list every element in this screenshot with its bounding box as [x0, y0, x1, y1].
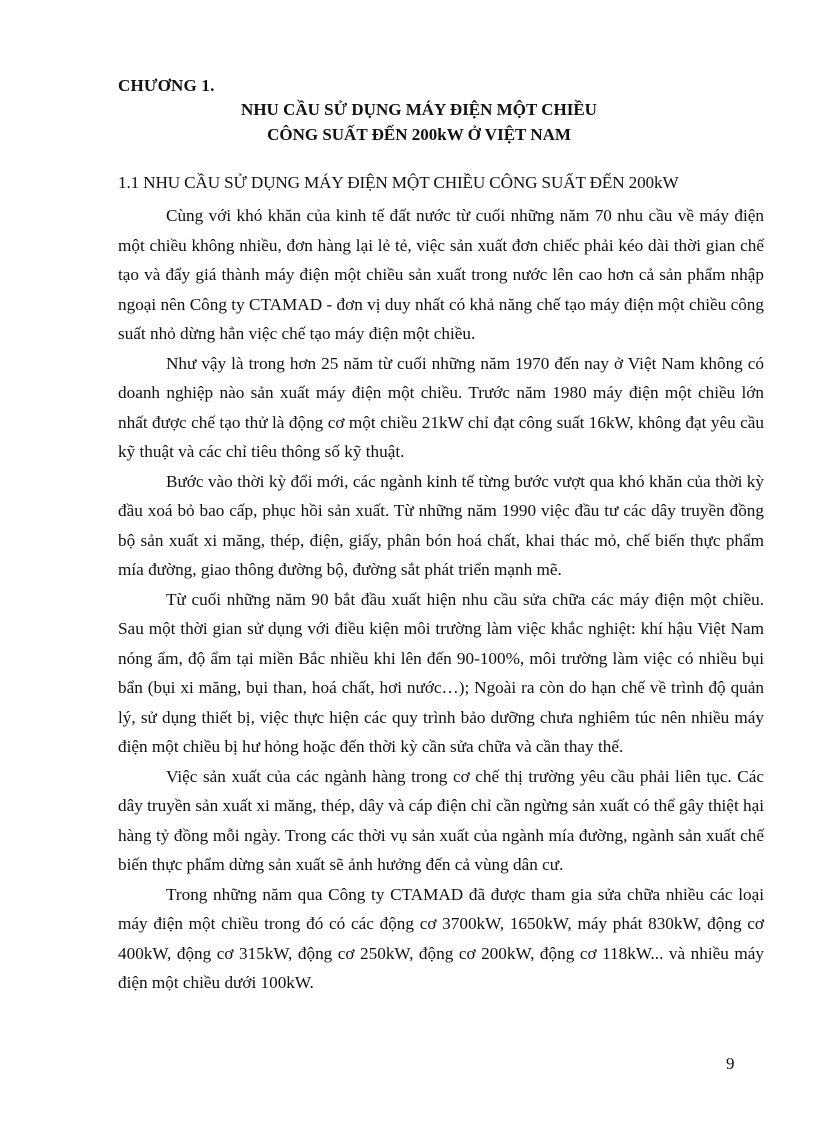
chapter-label: CHƯƠNG 1.	[118, 76, 215, 95]
paragraph: Việc sản xuất của các ngành hàng trong cơ chế thị trường yêu cầu phải liên tục. Các dây truyền sản xuất xi măng, thép, dây và cáp điện chỉ cần ngừng sản xuất có thể gây thiệt hại hàng tỷ đồng mỗi ngày. Trong các thời vụ sản xuất của ngành mía đường, ngành sản xuất chế biến thực phẩm dừng sản xuất sẽ ảnh hưởng đến cả vùng dân cư.	[118, 766, 765, 874]
chapter-title-line-1: NHU CẦU SỬ DỤNG MÁY ĐIỆN MỘT CHIỀU	[241, 100, 597, 119]
paragraph: Bước vào thời kỳ đổi mới, các ngành kinh tế từng bước vượt qua khó khăn của thời kỳ đầu xoá bỏ bao cấp, phục hồi sản xuất. Từ những năm 1990 việc đầu tư các dây truyền đồng bộ sản xuất xi măng, thép, điện, giấy, phân bón hoá chất, khai thác mỏ, chế biến thực phẩm mía đường, giao thông đường bộ, đường sắt phát triển mạnh mẽ.	[118, 471, 764, 579]
paragraph: Từ cuối những năm 90 bắt đầu xuất hiện nhu cầu sửa chữa các máy điện một chiều. Sau một thời gian sử dụng với điều kiện môi trường làm việc khắc nghiệt: khí hậu Việt Nam nóng ẩm, độ ẩm tại miền Bắc nhiều khi lên đến 90-100%, môi trường làm việc có nhiều bụi bẩn (bụi xi măng, bụi than, hoá chất, hơi nước…); Ngoài ra còn do hạn chế về trình độ quản lý, sử dụng thiết bị, việc thực hiện các quy trình bảo dưỡng chưa nghiêm túc nên nhiều máy điện một chiều bị hư hỏng hoặc đến thời kỳ cần sửa chữa và cần thay thế.	[118, 589, 764, 756]
body-text	[118, 201, 764, 998]
section-heading: 1.1 NHU CẦU SỬ DỤNG MÁY ĐIỆN MỘT CHIỀU CÔNG SUẤT ĐẾN 200kW	[118, 173, 679, 192]
chapter-title-line-2: CÔNG SUẤT ĐẾN 200kW Ở VIỆT NAM	[267, 125, 571, 144]
paragraph: Như vậy là trong hơn 25 năm từ cuối những năm 1970 đến nay ở Việt Nam không có doanh nghiệp nào sản xuất máy điện một chiều. Trước năm 1980 máy điện một chiều lớn nhất được chế tạo thử là động cơ một chiều 21kW chỉ đạt công suất 16kW, không đạt yêu cầu kỹ thuật và các chỉ tiêu thông số kỹ thuật.	[118, 353, 764, 461]
paragraph: Trong những năm qua Công ty CTAMAD đã được tham gia sửa chữa nhiều các loại máy điện một chiều trong đó có các động cơ 3700kW, 1650kW, máy phát 830kW, động cơ 400kW, động cơ 315kW, động cơ 250kW, động cơ 200kW, động cơ 118kW... và nhiều máy điện một chiều dưới 100kW.	[118, 884, 764, 992]
page-number: 9	[726, 1054, 735, 1073]
paragraph: Cùng với khó khăn của kinh tế đất nước từ cuối những năm 70 nhu cầu về máy điện một chiều không nhiều, đơn hàng lại lẻ tẻ, việc sản xuất đơn chiếc phải kéo dài thời gian chế tạo và đẩy giá thành máy điện một chiều sản xuất trong nước lên cao hơn cả sản phẩm nhập ngoại nên Công ty CTAMAD - đơn vị duy nhất có khả năng chế tạo máy điện một chiều công suất nhỏ dừng hẳn việc chế tạo máy điện một chiều.	[118, 206, 764, 343]
